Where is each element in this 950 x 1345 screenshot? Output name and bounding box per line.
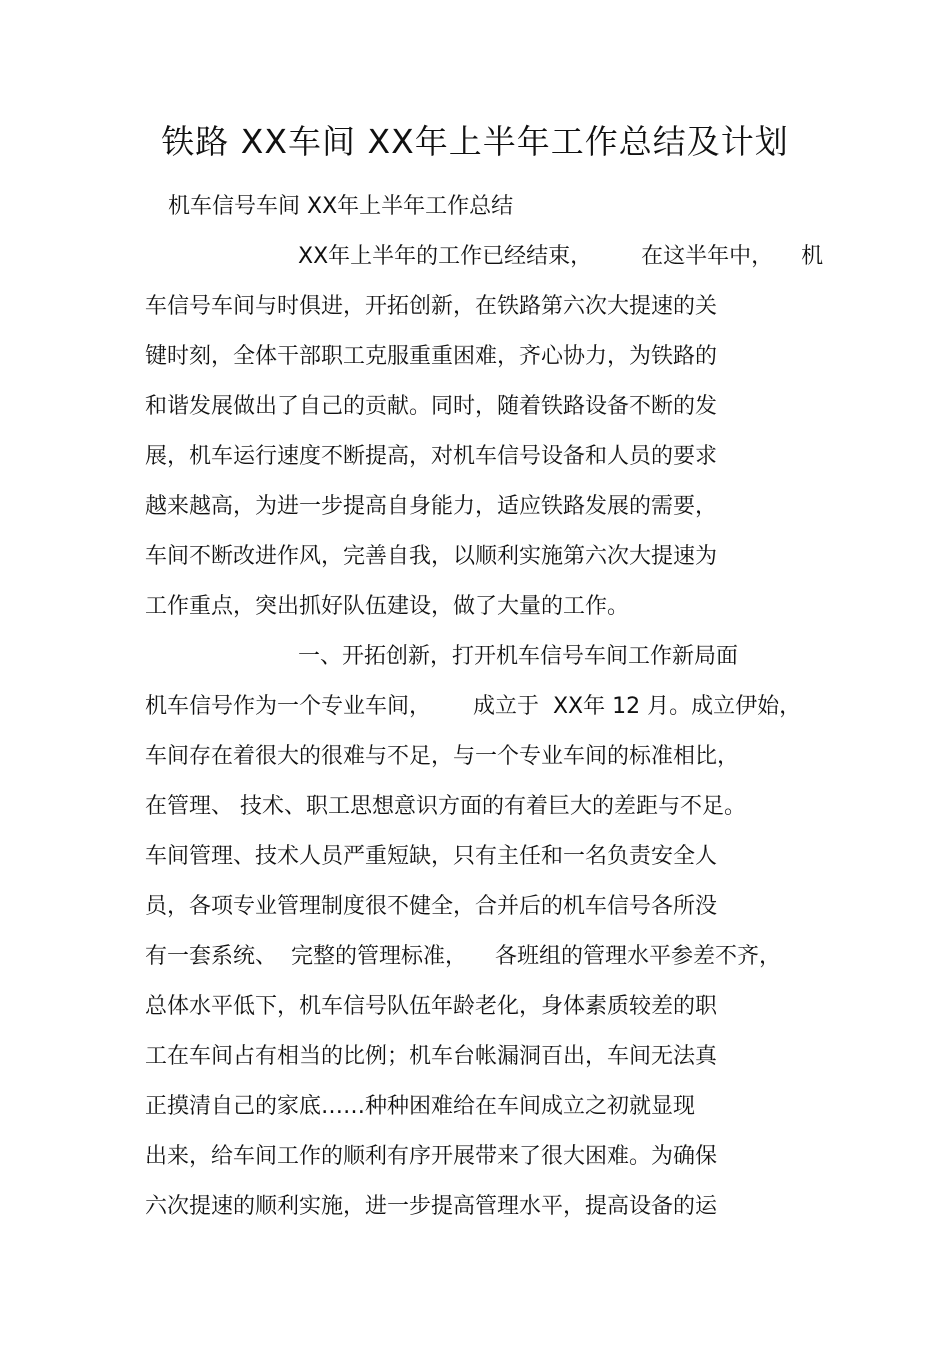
paragraph-line: 键时刻，全体干部职工克服重重困难，齐心协力，为铁路的 <box>145 344 718 369</box>
paragraph-line: 员，各项专业管理制度很不健全，合并后的机车信号各所没 <box>145 894 718 919</box>
paragraph-line: 在管理、 技术、职工思想意识方面的有着巨大的差距与不足。 <box>145 794 746 819</box>
paragraph-line: 机车信号作为一个专业车间， 成立于 XX年 12 月。成立伊始， <box>145 694 802 719</box>
paragraph-line: 总体水平低下，机车信号队伍年龄老化，身体素质较差的职 <box>145 994 718 1019</box>
paragraph-line: 正摸清自己的家底……种种困难给在车间成立之初就显现 <box>145 1094 696 1119</box>
paragraph-line: 有一套系统、 完整的管理标准， 各班组的管理水平参差不齐， <box>145 944 781 969</box>
section-heading: 一、开拓创新，打开机车信号车间工作新局面 <box>298 644 739 669</box>
paragraph-line: 车信号车间与时俱进，开拓创新，在铁路第六次大提速的关 <box>145 294 718 319</box>
paragraph-line: 车间存在着很大的很难与不足，与一个专业车间的标准相比， <box>145 744 740 769</box>
paragraph-line: 六次提速的顺利实施，进一步提高管理水平，提高设备的运 <box>145 1194 718 1219</box>
paragraph-line: 展，机车运行速度不断提高，对机车信号设备和人员的要求 <box>145 444 718 469</box>
paragraph-line: 工作重点，突出抓好队伍建设，做了大量的工作。 <box>145 594 630 619</box>
paragraph-line: 车间不断改进作风，完善自我，以顺利实施第六次大提速为 <box>145 544 718 569</box>
paragraph-line: 出来，给车间工作的顺利有序开展带来了很大困难。为确保 <box>145 1144 718 1169</box>
document-subtitle: 机车信号车间 XX年上半年工作总结 <box>168 194 514 219</box>
paragraph-line: 工在车间占有相当的比例；机车台帐漏洞百出，车间无法真 <box>145 1044 718 1069</box>
paragraph-line: 越来越高，为进一步提高自身能力，适应铁路发展的需要， <box>145 494 718 519</box>
paragraph-line: 车间管理、技术人员严重短缺，只有主任和一名负责安全人 <box>145 844 718 869</box>
paragraph-line: XX年上半年的工作已经结束， 在这半年中， 机 <box>298 244 824 269</box>
document-title: 铁路 XX车间 XX年上半年工作总结及计划 <box>161 122 789 161</box>
paragraph-line: 和谐发展做出了自己的贡献。同时，随着铁路设备不断的发 <box>145 394 718 419</box>
